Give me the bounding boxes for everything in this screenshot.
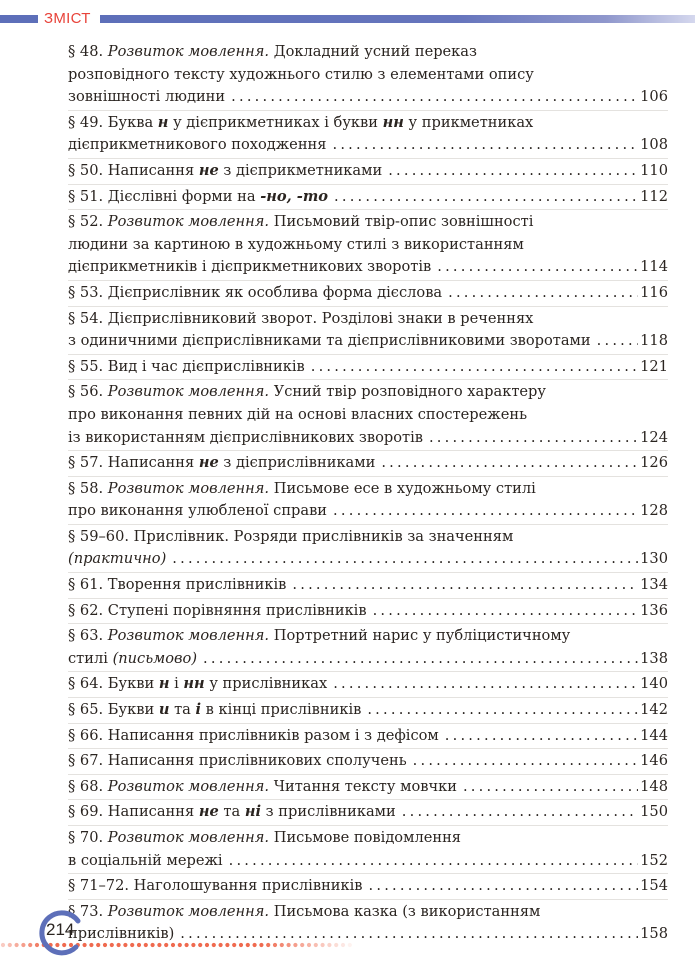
highlighted-letters: -но, -то: [260, 187, 329, 205]
toc-entry-title: [68, 750, 407, 773]
toc-entry[interactable]: [68, 40, 668, 111]
dot-leader: [229, 850, 638, 873]
page-ref[interactable]: 158: [640, 925, 668, 943]
section-number: § 63.: [68, 627, 108, 645]
toc-entry-line: [68, 308, 668, 331]
title-text: людини за картиною в художньому стилі з використанням: [68, 235, 524, 253]
toc-entry-title: [68, 86, 225, 109]
title-text: Написання: [103, 803, 199, 821]
page-ref[interactable]: 110: [640, 161, 668, 179]
page-ref[interactable]: 152: [640, 851, 668, 869]
toc-entry-line: [68, 526, 668, 549]
title-text: Творення прислівників: [103, 576, 287, 594]
toc-entry-line: [68, 112, 668, 135]
toc-entry-line: [68, 776, 668, 799]
toc-entry-line: [68, 404, 668, 427]
dot-leader: [292, 574, 638, 597]
toc-entry[interactable]: [68, 826, 668, 874]
highlighted-letters: н: [157, 113, 169, 131]
italic-label: Розвиток мовлення.: [107, 213, 270, 231]
section-title: ЗМІСТ: [44, 10, 91, 27]
dot-leader: [448, 282, 638, 305]
title-text: Письмова казка (з використанням: [269, 902, 541, 920]
title-text: Письмове повідомлення: [269, 829, 462, 846]
dot-leader: [437, 256, 638, 279]
title-text: Усний твір розповідного характеру: [269, 383, 546, 401]
toc-entry[interactable]: [68, 800, 668, 826]
title-text: про виконання улюбленої справи: [68, 502, 328, 520]
toc-entry[interactable]: [68, 624, 668, 672]
title-text: зовнішності людини: [68, 88, 226, 106]
page-ref[interactable]: 116: [640, 283, 668, 301]
section-number: § 51.: [68, 187, 104, 205]
title-text: та: [169, 701, 196, 719]
italic-label: Розвиток мовлення.: [107, 627, 270, 645]
italic-label: Розвиток мовлення.: [107, 43, 270, 60]
highlighted-letters: нн: [382, 113, 404, 131]
dot-leader: [463, 776, 638, 799]
table-of-contents: [68, 40, 668, 947]
toc-entry-title: [68, 776, 457, 799]
section-number: § 54.: [68, 309, 104, 327]
title-text: у прислівниках: [204, 675, 328, 693]
section-number: § 73.: [68, 902, 108, 920]
toc-entry-line: [68, 134, 668, 157]
title-text: Дієприслівниковий зворот. Розділові знаки в реченнях: [103, 309, 534, 327]
title-text: та: [218, 803, 245, 821]
title-text: прислівників): [68, 925, 175, 943]
page-ref[interactable]: 154: [640, 877, 668, 895]
title-text: Письмове есе в художньому стилі: [269, 479, 536, 497]
page-ref[interactable]: 106: [640, 88, 668, 106]
title-text: Написання: [103, 454, 199, 472]
title-text: Наголошування прислівників: [129, 877, 363, 895]
toc-entry-line: [68, 256, 668, 279]
toc-entry[interactable]: [68, 525, 668, 573]
dot-leader: [597, 330, 638, 353]
highlighted-letters: нн: [183, 675, 205, 693]
page-ref[interactable]: 148: [640, 777, 668, 795]
page-header: [0, 0, 695, 36]
page-ref[interactable]: 118: [640, 332, 668, 350]
dot-leader: [381, 452, 638, 475]
toc-entry-title: [68, 548, 166, 571]
section-number: § 62.: [68, 601, 104, 619]
toc-entry-line: [68, 234, 668, 257]
highlighted-letters: не: [198, 161, 219, 179]
italic-label: Розвиток мовлення.: [107, 383, 270, 401]
toc-entry-line: [68, 673, 668, 696]
title-text: з дієприкметниками: [218, 161, 383, 179]
section-number: § 70.: [68, 829, 108, 846]
title-text: Дієприслівник як особлива форма дієслова: [103, 283, 443, 301]
page-ref[interactable]: 136: [640, 601, 668, 619]
title-text: і: [169, 675, 184, 693]
section-number: § 64.: [68, 675, 104, 693]
toc-entry-title: [68, 526, 513, 549]
toc-entry-line: [68, 548, 668, 571]
toc-entry[interactable]: [68, 573, 668, 599]
title-text: з одиничними дієприслівниками та дієприслівниковими зворотами: [68, 332, 591, 350]
toc-entry-line: [68, 827, 668, 850]
toc-entry-line: [68, 186, 668, 209]
dot-leader: [333, 673, 638, 696]
title-text: Читання тексту мовчки: [269, 777, 457, 795]
title-text: з дієприслівниками: [218, 454, 376, 472]
toc-entry-line: [68, 699, 668, 722]
toc-entry-title: [68, 134, 326, 157]
title-text: Букви: [103, 675, 159, 693]
highlighted-letters: н: [158, 675, 170, 693]
page-ref[interactable]: 146: [640, 752, 668, 770]
highlighted-letters: и: [158, 701, 170, 719]
section-number: § 67.: [68, 752, 104, 770]
italic-label: Розвиток мовлення.: [107, 829, 270, 846]
toc-entry-line: [68, 211, 668, 234]
title-text: Написання прислівникових сполучень: [103, 752, 407, 770]
section-number: § 61.: [68, 576, 104, 594]
toc-entry-line: [68, 86, 668, 109]
toc-entry[interactable]: [68, 749, 668, 775]
page-ref[interactable]: 126: [640, 454, 668, 472]
toc-entry-line: [68, 574, 668, 597]
page-ref[interactable]: 121: [640, 357, 668, 375]
section-number: § 56.: [68, 383, 108, 401]
page-number: 214: [46, 920, 75, 939]
section-number: § 58.: [68, 479, 108, 497]
toc-entry-title: [68, 625, 570, 648]
dot-leader: [367, 699, 638, 722]
page-ref[interactable]: 138: [640, 649, 668, 667]
dot-leader: [231, 86, 638, 109]
dot-leader: [334, 186, 638, 209]
title-text: в кінці прислівників: [201, 701, 362, 719]
section-number: § 49.: [68, 113, 104, 131]
toc-entry[interactable]: [68, 724, 668, 750]
toc-entry[interactable]: [68, 281, 668, 307]
toc-entry[interactable]: [68, 672, 668, 698]
section-number: § 50.: [68, 161, 104, 179]
toc-entry-line: [68, 427, 668, 450]
toc-entry-line: [68, 330, 668, 353]
page-ref[interactable]: 150: [640, 803, 668, 821]
title-text: Портретний нарис у публіцистичному: [269, 627, 571, 645]
toc-entry-title: [68, 801, 396, 824]
toc-entry-title: [68, 850, 223, 873]
toc-entry-line: [68, 41, 668, 64]
title-text: розповідного тексту художнього стилю з елементами опису: [68, 65, 534, 83]
section-number: § 69.: [68, 803, 104, 821]
page-ref[interactable]: 114: [640, 258, 668, 276]
toc-entry-line: [68, 625, 668, 648]
header-bar-left: [0, 15, 38, 23]
title-text: Написання прислівників разом і з дефісом: [103, 726, 439, 744]
toc-entry-title: [68, 725, 439, 748]
toc-entry-line: [68, 282, 668, 305]
toc-entry-title: [68, 41, 477, 64]
section-number: § 59–60.: [68, 527, 130, 545]
toc-entry-title: [68, 452, 375, 475]
title-text: Написання: [103, 161, 199, 179]
section-number: § 57.: [68, 454, 104, 472]
toc-entry-title: [68, 500, 327, 523]
toc-entry[interactable]: [68, 380, 668, 451]
title-text: Докладний усний переказ: [269, 43, 477, 60]
dot-leader: [332, 134, 638, 157]
dot-leader: [373, 600, 638, 623]
page-ref[interactable]: 124: [640, 428, 668, 446]
section-number: § 52.: [68, 213, 108, 231]
toc-entry[interactable]: [68, 307, 668, 355]
toc-entry-title: [68, 648, 197, 671]
toc-entry-line: [68, 850, 668, 873]
toc-entry-line: [68, 381, 668, 404]
section-number: § 68.: [68, 777, 108, 795]
toc-entry-title: [68, 827, 461, 850]
section-number: § 53.: [68, 283, 104, 301]
section-number: § 65.: [68, 701, 104, 719]
toc-entry-title: [68, 381, 546, 404]
toc-entry-title: [68, 64, 534, 87]
section-number: § 55.: [68, 357, 104, 375]
toc-entry[interactable]: [68, 111, 668, 159]
title-text: дієприкметників і дієприкметникових зворотів: [68, 258, 432, 276]
toc-entry-title: [68, 112, 533, 135]
highlighted-letters: і: [195, 701, 202, 719]
dot-leader: [413, 750, 638, 773]
toc-entry-line: [68, 452, 668, 475]
toc-entry[interactable]: [68, 355, 668, 381]
title-text: Прислівник. Розряди прислівників за значенням: [129, 527, 514, 545]
title-text: дієприкметникового походження: [68, 136, 327, 154]
italic-label: Розвиток мовлення.: [107, 902, 270, 920]
toc-entry-title: [68, 308, 533, 331]
toc-entry-line: [68, 725, 668, 748]
page-ref[interactable]: 128: [640, 502, 668, 520]
page-ref[interactable]: 144: [640, 726, 668, 744]
toc-entry-line: [68, 801, 668, 824]
highlighted-letters: не: [198, 454, 219, 472]
title-text: Букви: [103, 701, 159, 719]
toc-entry[interactable]: [68, 775, 668, 801]
dot-leader: [333, 500, 638, 523]
dot-leader: [388, 160, 638, 183]
toc-entry[interactable]: [68, 698, 668, 724]
toc-entry-title: [68, 356, 305, 379]
page-ref[interactable]: 140: [640, 675, 668, 693]
title-text: з прислівниками: [261, 803, 396, 821]
title-text: із використанням дієприслівникових зворотів: [68, 428, 423, 446]
title-text: про виконання певних дій на основі власних спостережень: [68, 405, 528, 423]
page-footer: [0, 895, 695, 964]
toc-entry-title: [68, 256, 431, 279]
toc-entry[interactable]: [68, 451, 668, 477]
toc-entry-line: [68, 356, 668, 379]
title-text: у прикметниках: [403, 113, 534, 131]
toc-entry[interactable]: [68, 599, 668, 625]
page-ref[interactable]: 130: [640, 550, 668, 568]
title-text: Ступені порівняння прислівників: [103, 601, 367, 619]
toc-entry-line: [68, 600, 668, 623]
page-ref[interactable]: 108: [640, 136, 668, 154]
italic-label: Розвиток мовлення.: [107, 479, 270, 497]
header-bar-right: [100, 15, 695, 23]
italic-label: (практично): [68, 550, 167, 568]
highlighted-letters: ні: [244, 803, 262, 821]
toc-entry-title: [68, 211, 533, 234]
dot-leader: [203, 648, 638, 671]
toc-entry-line: [68, 478, 668, 501]
toc-entry-title: [68, 699, 361, 722]
toc-entry[interactable]: [68, 477, 668, 525]
toc-entry-line: [68, 500, 668, 523]
title-text: стилі: [68, 649, 113, 667]
title-text: в соціальній мережі: [68, 851, 223, 869]
toc-entry-title: [68, 404, 527, 427]
section-number: § 71–72.: [68, 877, 130, 895]
toc-entry[interactable]: [68, 159, 668, 185]
italic-label: Розвиток мовлення.: [107, 777, 270, 795]
dot-leader: [445, 725, 638, 748]
toc-entry-line: [68, 160, 668, 183]
page-ref[interactable]: 112: [640, 187, 668, 205]
dot-leader: [402, 801, 638, 824]
toc-entry-title: [68, 234, 524, 257]
section-number: § 66.: [68, 726, 104, 744]
toc-entry[interactable]: [68, 185, 668, 211]
toc-entry-title: [68, 673, 327, 696]
title-text: у дієприкметниках і букви: [168, 113, 383, 131]
title-text: Дієслівні форми на: [103, 187, 261, 205]
title-text: Письмовий твір-опис зовнішності: [269, 213, 534, 231]
toc-entry-title: [68, 427, 423, 450]
title-text: Вид і час дієприслівників: [103, 357, 305, 375]
title-text: Буква: [103, 113, 158, 131]
toc-entry-title: [68, 186, 328, 209]
toc-entry-line: [68, 750, 668, 773]
dot-leader: [311, 356, 638, 379]
toc-entry-title: [68, 574, 286, 597]
toc-entry[interactable]: [68, 210, 668, 281]
toc-entry-title: [68, 600, 367, 623]
dot-leader: [172, 548, 638, 571]
dot-leader: [429, 427, 638, 450]
toc-entry-title: [68, 282, 442, 305]
page-ref[interactable]: 134: [640, 576, 668, 594]
toc-entry-line: [68, 648, 668, 671]
highlighted-letters: не: [198, 803, 219, 821]
toc-entry-title: [68, 478, 536, 501]
toc-entry-title: [68, 160, 382, 183]
section-number: § 48.: [68, 43, 108, 60]
italic-label: (письмово): [112, 649, 198, 667]
toc-entry-line: [68, 64, 668, 87]
toc-entry-title: [68, 330, 591, 353]
page-ref[interactable]: 142: [640, 701, 668, 719]
